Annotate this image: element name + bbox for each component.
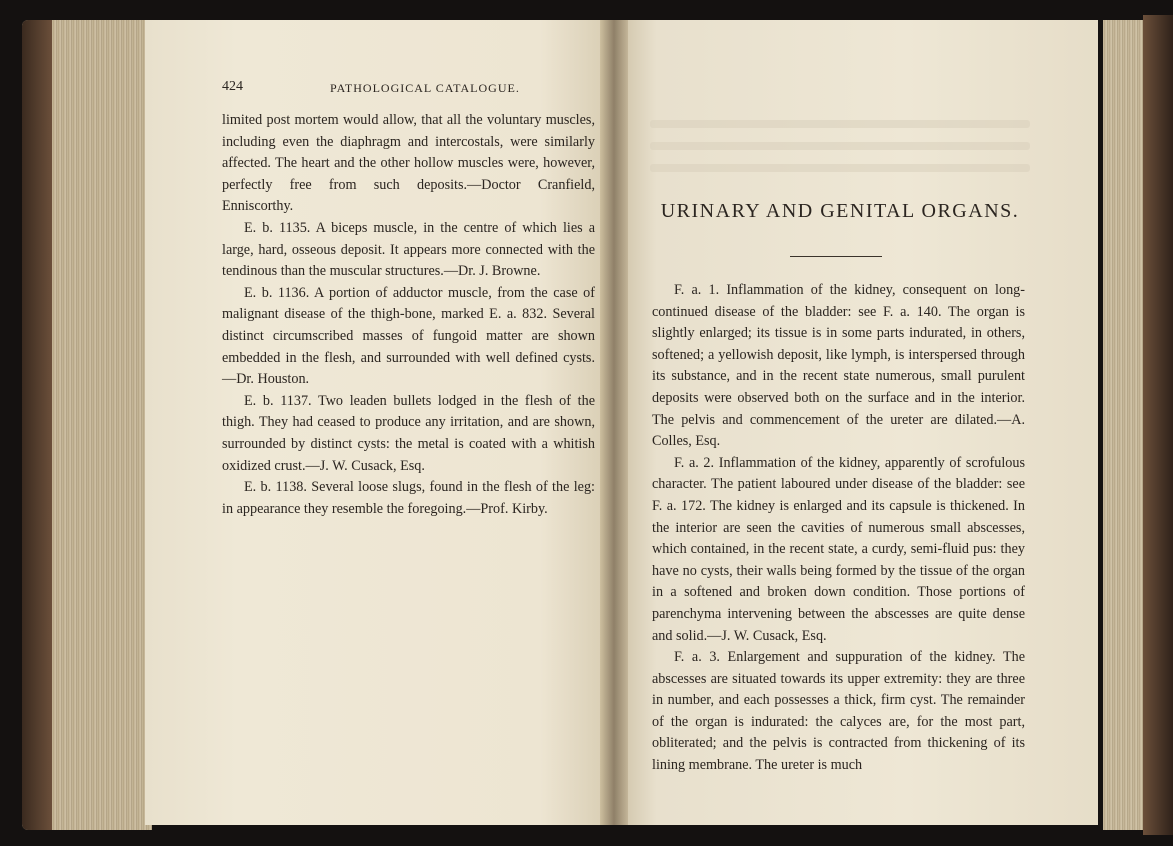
paragraph: F. a. 1. Inflammation of the kidney, consequent on long-continued disease of the bladder: see F. a. 140. The organ is slightly enlarged; its tissue is in some parts indurated, in others, softened; a yellowish deposit, like lymph, is interspersed through its substance, and in the recent state numerous, small purulent deposits were observed both on the surface and in the interior. The pelvis and commencement of the ureter are dilated.—A. Colles, Esq. [652,282,1025,450]
page-number: 424 [222,79,243,94]
left-page-body [222,110,595,520]
cover-left [22,20,52,830]
running-header [222,79,595,101]
paragraph: E. b. 1137. Two leaden bullets lodged in the flesh of the thigh. They had ceased to produce any irritation, and are shown, surrounded by distinct cysts: the metal is coated with a whitish oxidized crust.—J. W. Cusack, Esq. [222,392,595,474]
divider-rule [790,256,882,257]
paragraph: E. b. 1138. Several loose slugs, found in the flesh of the leg: in appearance they resemble the foregoing.—Prof. Kirby. [222,479,595,517]
paragraph: E. b. 1136. A portion of adductor muscle, from the case of malignant disease of the thigh-bone, marked E. a. 832. Several distinct circumscribed masses of fungoid matter are shown embedded in the flesh, and surrounded with well defined cysts. —Dr. Houston. [222,284,595,388]
cover-right [1143,15,1173,835]
show-through [650,142,1030,150]
paragraph: limited post mortem would allow, that all the voluntary muscles, including even the diaphragm and intercostals, were similarly affected. The heart and the other hollow muscles were, however, perfectly free from such deposits.—Doctor Cranfield, Enniscorthy. [222,112,595,215]
right-page-body [652,280,1025,777]
show-through [650,164,1030,172]
section-title: URINARY AND GENITAL ORGANS. [660,200,1020,222]
show-through [650,120,1030,128]
paragraph: E. b. 1135. A biceps muscle, in the centre of which lies a large, hard, osseous deposit. It appears more connected with the tendinous than the muscular structures.—Dr. J. Browne. [222,219,595,280]
paragraph: F. a. 3. Enlargement and suppuration of the kidney. The abscesses are situated towards its upper extremity: they are three in number, and each possesses a thick, firm cyst. The remainder of the organ is indurated: the calyces are, for the most part, obliterated; and the pelvis is contracted from thickening of its lining membrane. The ureter is much [652,649,1025,774]
book-gutter [600,20,628,825]
paragraph: F. a. 2. Inflammation of the kidney, apparently of scrofulous character. The patient laboured under disease of the bladder: see F. a. 172. The kidney is enlarged and its capsule is thickened. In the interior are seen the cavities of numerous small abscesses, which contained, in the recent state, a curdy, semi-fluid pus: they have no cysts, their walls being formed by the tissue of the organ in a softened and broken down condition. Those portions of parenchyma intervening between the abscesses are quite dense and solid.—J. W. Cusack, Esq. [652,454,1025,644]
running-head-title: PATHOLOGICAL CATALOGUE. [330,81,520,95]
